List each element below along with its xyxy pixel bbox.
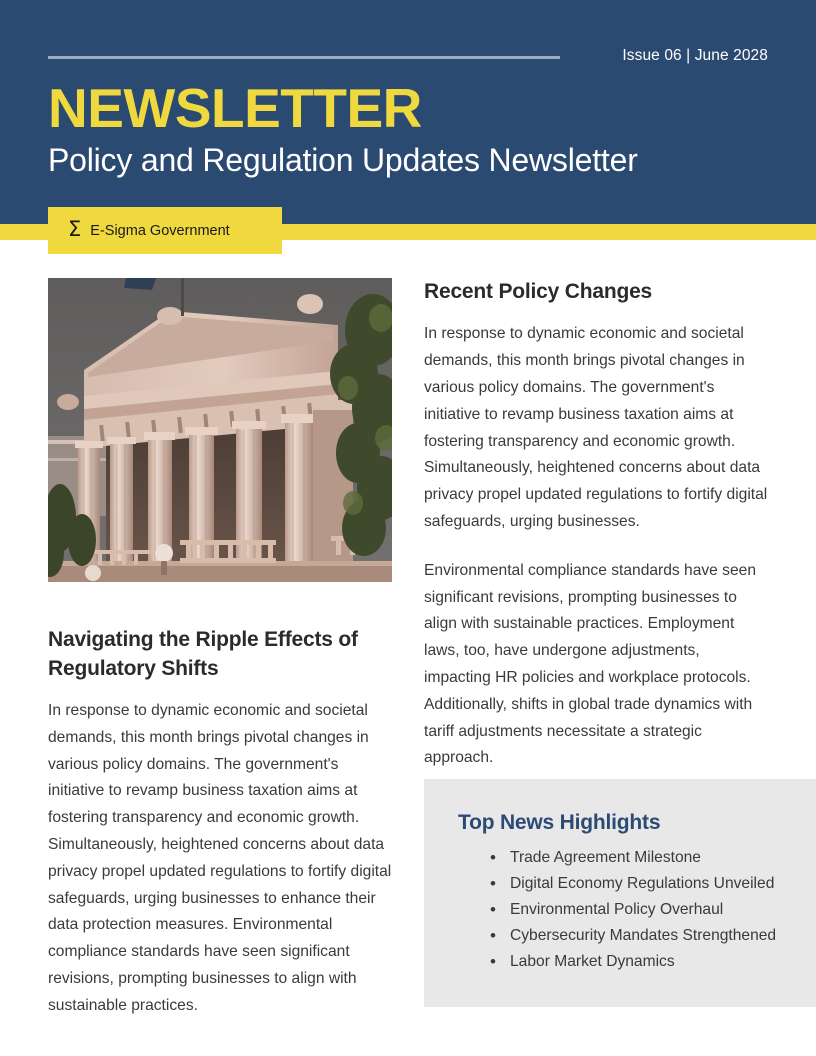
government-building-image (48, 278, 392, 582)
highlights-list (490, 845, 792, 975)
list-item: • Labor Market Dynamics (490, 949, 792, 975)
right-article-heading: Recent Policy Changes (424, 280, 653, 303)
sigma-icon: Σ (68, 217, 82, 241)
right-article-paragraph-1: In response to dynamic economic and societal demands, this month brings pivotal changes in various policy domains. The government's initiative to revamp business taxation aims at fostering transparency and economic growth. Simultaneously, heightened concerns about data privacy propel updated regulations to fortify digital safeguards, urging businesses. (424, 325, 768, 530)
right-column (424, 278, 768, 772)
list-item: • Environmental Policy Overhaul (490, 897, 792, 923)
right-article-paragraph-2: Environmental compliance standards have seen significant revisions, prompting businesses to align with sustainable practices. Employment laws, too, have undergone adjustments, impacting HR policies and workplace protocols. Additionally, shifts in global trade dynamics with tariff adjustments necessitate a strategic approach. (424, 561, 756, 767)
list-item: • Cybersecurity Mandates Strengthened (490, 923, 792, 949)
highlights-title: Top News Highlights (458, 811, 661, 834)
newsletter-subtitle: Policy and Regulation Updates Newsletter (48, 142, 638, 178)
left-article-heading: Navigating the Ripple Effects of Regulatory Shifts (48, 628, 358, 680)
brand-name-label: E-Sigma Government (90, 222, 230, 239)
list-item: • Trade Agreement Milestone (490, 845, 792, 871)
top-news-highlights-box (424, 779, 816, 1007)
left-article-body: In response to dynamic economic and societal demands, this month brings pivotal changes in various policy domains. The government's initiative to revamp business taxation aims at fostering transparency and economic growth. Simultaneously, heightened concerns about data privacy propel updated regulations to fortify digital safeguards, urging businesses to enhance their data protection measures. Environmental compliance standards have seen significant revisions, prompting businesses to align with sustainable practices. (48, 701, 392, 1014)
list-item: • Digital Economy Regulations Unveiled (490, 871, 792, 897)
masthead-title: NEWSLETTER (48, 77, 422, 139)
hero-photo (48, 278, 392, 582)
newsletter-header (0, 0, 816, 224)
left-column (48, 278, 392, 1020)
brand-badge (48, 207, 282, 254)
header-divider-rule (48, 56, 560, 59)
issue-date-label: Issue 06 | June 2028 (622, 47, 768, 64)
